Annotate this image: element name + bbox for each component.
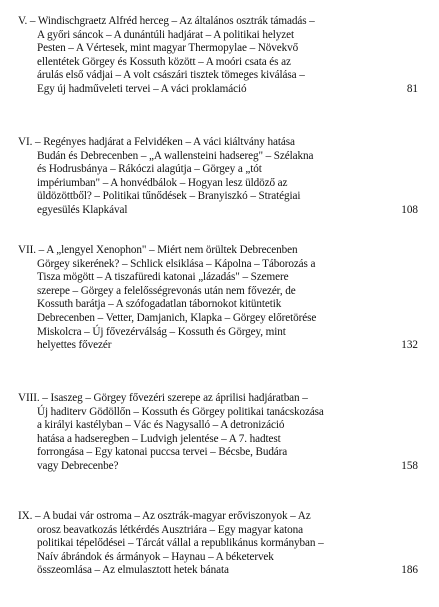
toc-line: szerepe – Görgey a felelősségrevonás után nem fővezér, de [37,284,296,297]
toc-line: A győri sáncok – A dunántúli hadjárat – A politikai helyzet [37,28,294,41]
toc-line: Debrecenben – Vetter, Damjanich, Klapka – Görgey előretörése [37,311,317,324]
toc-line: egyesülés Klapkával [37,203,128,216]
toc-line: árulás első vádjai – A volt császári tisztek tömeges kiválása – [37,69,305,82]
toc-line: impériumban" – A honvédbálok – Hogyan lesz üldöző az [37,176,288,189]
toc-line: IX. – A budai vár ostroma – Az osztrák-magyar erőviszonyok – Az [18,510,311,522]
toc-line: Budán és Debrecenben – „A wallensteini hadsereg" – Szélakna [37,149,314,162]
toc-line: Miskolcra – Új fővezérválság – Kossuth és Görgey, mint [37,325,286,338]
toc-line: Tisza mögött – A tiszafüredi katonai „lázadás" – Szemere [37,271,289,284]
toc-line: Egy új hadműveleti tervei – A váci proklamáció [37,82,247,95]
page-number: 108 [401,203,418,216]
toc-line: összeomlása – Az elmulasztott hetek bánata [37,564,229,577]
toc-entry-chapter-8 [18,392,418,474]
toc-line: V. – Windischgraetz Alfréd herceg – Az általános osztrák támadás – [18,15,315,27]
toc-line: Pesten – A Vértesek, mint magyar Thermopylae – Növekvő [37,42,299,55]
toc-line: VI. – Regényes hadjárat a Felvidéken – A váci kiáltvány hatása [18,136,295,148]
page-number: 81 [406,82,418,95]
toc-line: helyettes fővezér [37,339,112,352]
toc-line: Görgey sikerének? – Schlick elsiklása – Kápolna – Táborozás a [37,257,316,270]
toc-entry-chapter-9 [18,510,418,578]
page-number: 158 [401,459,418,472]
toc-line: VII. – A „lengyel Xenophon" – Miért nem örültek Debrecenben [18,244,298,256]
toc-line: a királyi kastélyban – Vác és Nagysalló – A detronizáció [37,419,285,432]
toc-line: Naív ábrándok és ármányok – Haynau – A béketervek [37,550,274,563]
toc-line: Új haditerv Gödöllőn – Kossuth és Görgey politikai tanácskozása [37,405,324,418]
page-number: 186 [401,564,418,577]
toc-line: és Hodrusbánya – Rákóczi alagútja – Görgey a „tót [37,163,262,176]
toc-entry-chapter-6 [18,136,418,218]
toc-line: hatása a hadseregben – Ludvigh jelentése – A 7. hadtest [37,432,281,445]
toc-line: üldözöttből? – Politikai tűnődések – Branyiszkó – Stratégiai [37,190,301,203]
toc-line: orosz beavatkozás létkérdés Ausztriára – Egy magyar katona [37,523,304,536]
toc-entry-chapter-5 [18,15,418,97]
toc-line: forrongása – Egy katonai puccsa tervei – Bécsbe, Budára [37,446,288,459]
toc-line: vagy Debrecenbe? [37,459,119,472]
toc-line: politikai tépelődései – Tárcát vállal a republikánus kormányban – [37,537,324,550]
toc-line: VIII. – Isaszeg – Görgey fővezéri szerepe az áprilisi hadjáratban – [18,392,308,404]
page-number: 132 [401,339,418,352]
toc-entry-chapter-7 [18,244,418,353]
toc-line: ellentétek Görgey és Kossuth között – A moóri csata és az [37,55,291,68]
toc-line: Kossuth barátja – A szófogadatlan tábornokot kitüntetik [37,298,282,311]
